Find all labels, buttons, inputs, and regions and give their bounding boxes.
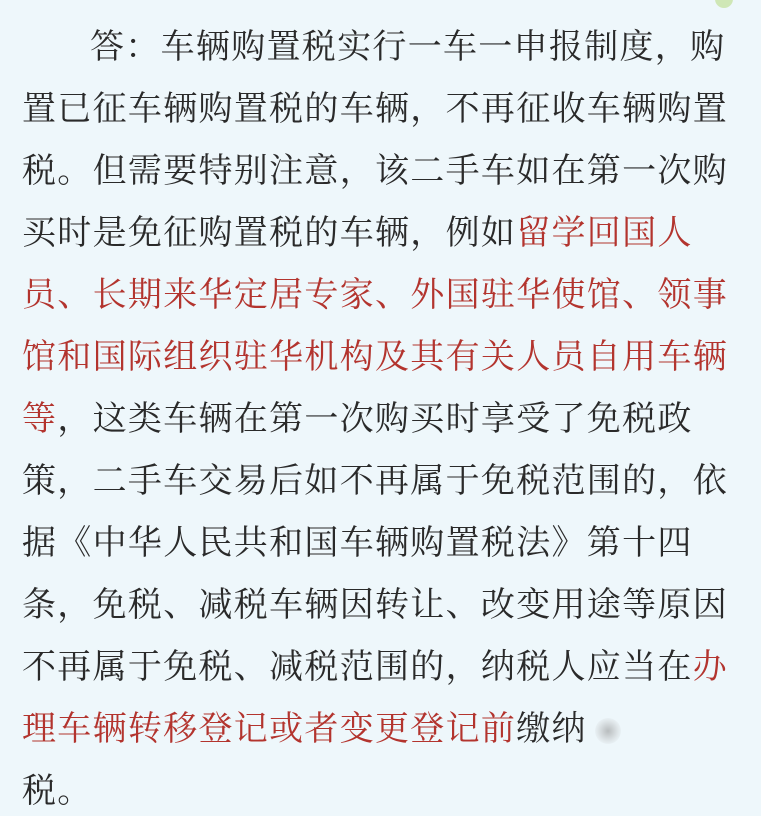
text-line bbox=[22, 760, 743, 816]
text-line bbox=[22, 78, 743, 140]
text-segment: 据《中华人民共和国车辆购置税法》第十四 bbox=[22, 523, 693, 563]
text-segment: 买时是免征购置税的车辆，例如 bbox=[22, 213, 517, 253]
text-line bbox=[22, 16, 743, 78]
text-line bbox=[22, 264, 743, 326]
highlighted-text: 员、长期来华定居专家、外国驻华使馆、领事 bbox=[22, 275, 728, 315]
highlighted-text: 理车辆转移登记或者变更登记前 bbox=[22, 709, 517, 749]
text-line bbox=[22, 574, 743, 636]
text-segment: 策，二手车交易后如不再属于免税范围的，依 bbox=[22, 461, 728, 501]
text-segment: 税。但需要特别注意，该二手车如在第一次购 bbox=[22, 151, 728, 191]
text-line bbox=[22, 512, 743, 574]
corner-decoration bbox=[715, 0, 733, 8]
text-segment: 置已征车辆购置税的车辆，不再征收车辆购置 bbox=[22, 89, 728, 129]
text-segment: 税。 bbox=[22, 771, 93, 811]
text-segment: 不再属于免税、减税范围的，纳税人应当在 bbox=[22, 647, 693, 687]
text-line bbox=[22, 698, 743, 760]
highlighted-text: 等 bbox=[22, 399, 58, 439]
highlighted-text: 办 bbox=[692, 647, 729, 687]
text-segment: 答：车辆购置税实行一车一申报制度，购 bbox=[90, 27, 726, 67]
highlighted-text: 馆和国际组织驻华机构及其有关人员自用车辆 bbox=[22, 337, 728, 377]
text-line bbox=[22, 450, 743, 512]
text-line bbox=[22, 388, 743, 450]
text-segment: 条，免税、减税车辆因转让、改变用途等原因 bbox=[22, 585, 728, 625]
text-line bbox=[22, 636, 743, 698]
obscured-text-blur bbox=[595, 718, 621, 744]
text-segment: ，这类车辆在第一次购买时享受了免税政 bbox=[57, 399, 693, 439]
text-line bbox=[22, 202, 743, 264]
text-line bbox=[22, 140, 743, 202]
text-segment: 缴纳 bbox=[516, 709, 587, 749]
highlighted-text: 留学回国人 bbox=[516, 213, 693, 253]
text-line bbox=[22, 326, 743, 388]
